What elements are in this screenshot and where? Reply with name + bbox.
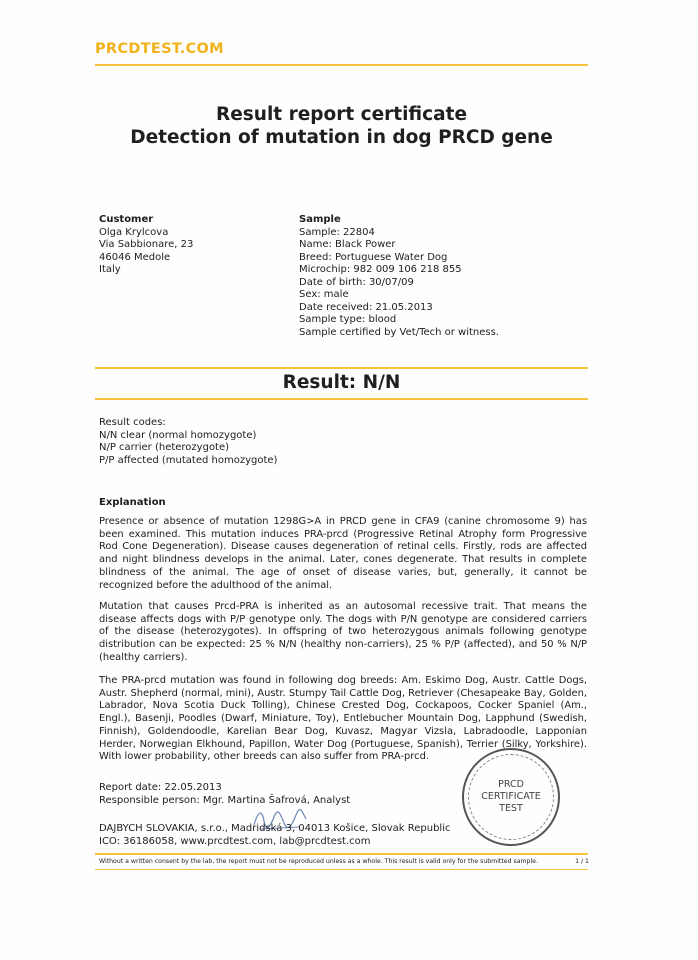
responsible-person: Responsible person: Mgr. Martina Šafrová, Analyst <box>99 794 351 806</box>
sample-name: Name: Black Power <box>299 239 396 250</box>
explanation-paragraph: The PRA-prcd mutation was found in following dog breeds: Am. Eskimo Dog, Austr. Cattle Dogs, Austr. Shepherd (normal, mini), Austr. Stumpy Tail Cattle Dog, Retriever (Chesapeake Bay, Golden, Labrador, Nova Scotia Duck Tolling), Chinese Crested Dog, Cockapoos, Cocker Spaniel (Am., Engl.), Basenji, Poodles (Dwarf, Miniature, Toy), Entlebucher Mountain Dog, Lapphund (Swedish, Finnish), Goldendoodle, Karelian Bear Dog, Kuvasz, Magyar Vizsla, Labradoodle, Lapponian Herder, Norwegian Elkhound, Papillon, Water Dog (Portuguese, Spanish), Terrier (Silky, Yorkshire). With lower probability, other breeds can also suffer from PRA-prcd. <box>99 675 587 763</box>
page-number: 1 / 1 <box>575 858 589 865</box>
sample-heading: Sample <box>299 214 341 225</box>
brand-logo: PRCDTEST.COM <box>95 41 224 57</box>
sample-breed: Breed: Portuguese Water Dog <box>299 251 448 263</box>
stamp-line: CERTIFICATE <box>481 791 541 802</box>
result-codes-heading: Result codes: <box>99 417 166 428</box>
explanation-heading <box>99 497 166 510</box>
sample-date-received: Date received: 21.05.2013 <box>299 301 433 313</box>
explanation-paragraph: Mutation that causes Prcd-PRA is inherited as an autosomal recessive trait. That means the disease affects dogs with P/P genotype only. The dogs with P/N genotype are considered carriers of the disease (heterozygotes). In offspring of two heterozygous animals following genotype distribution can be expected: 25 % N/N (healthy non-carriers), 25 % P/P (affected), and 50 % N/P (healthy carriers). <box>99 601 587 663</box>
company-info <box>99 823 450 848</box>
company-contact: ICO: 36186058, www.prcdtest.com, lab@prcdtest.com <box>99 835 371 847</box>
sample-birth-date: Date of birth: 30/07/09 <box>299 276 414 288</box>
stamp-line: PRCD <box>498 779 524 790</box>
stamp-line: TEST <box>499 803 523 814</box>
result-code-item: P/P affected (mutated homozygote) <box>99 454 278 466</box>
report-date: Report date: 22.05.2013 <box>99 782 222 793</box>
footer <box>99 858 589 865</box>
footer-disclaimer: Without a written consent by the lab, the report must not be reproduced unless as a whole. This result is valid only for the submitted sample. <box>99 858 538 865</box>
footer-bottom-divider <box>95 869 588 870</box>
customer-name: Olga Krylcova <box>99 226 169 238</box>
sample-number: Sample: 22804 <box>299 226 375 238</box>
result-value: Result: N/N <box>282 372 401 393</box>
customer-street: Via Sabbionare, 23 <box>99 239 194 250</box>
result-code-item: N/P carrier (heterozygote) <box>99 442 230 453</box>
sample-microchip: Microchip: 982 009 106 218 855 <box>299 264 462 275</box>
sample-sex: Sex: male <box>299 289 349 300</box>
result-codes <box>99 417 277 467</box>
sample-type: Sample type: blood <box>299 314 397 325</box>
company-address: DAJBYCH SLOVAKIA, s.r.o., Madridská 3, 04013 Košice, Slovak Republic <box>99 823 451 834</box>
sample-block <box>299 214 499 339</box>
explanation-paragraph: Presence or absence of mutation 1298G>A in PRCD gene in CFA9 (canine chromosome 9) has been examined. This mutation induces PRA-prcd (Progressive Retinal Atrophy form Progressive Rod Cone Degeneration). Disease causes degeneration of retinal cells. Firstly, rods are affected and night blindness develops in the animal. Later, cones degenerate. That results in complete blindness of the animal. The age of onset of disease varies, but, generally, it cannot be recognized before the adulthood of the animal. <box>99 516 587 591</box>
page-title: Result report certificate <box>215 104 467 125</box>
report-info <box>99 782 350 807</box>
footer-divider <box>95 853 588 855</box>
page-subtitle: Detection of mutation in dog PRCD gene <box>130 127 553 148</box>
customer-block <box>99 214 193 277</box>
customer-city: 46046 Medole <box>99 251 171 263</box>
result-code-item: N/N clear (normal homozygote) <box>99 429 257 441</box>
sample-certification: Sample certified by Vet/Tech or witness. <box>299 326 500 338</box>
customer-heading: Customer <box>99 214 154 225</box>
certificate-stamp <box>462 748 560 846</box>
result-divider-bottom <box>95 398 588 400</box>
header-divider <box>95 64 588 66</box>
result-divider-top <box>95 367 588 369</box>
explanation-heading-text: Explanation <box>99 497 166 508</box>
customer-country: Italy <box>99 264 121 275</box>
